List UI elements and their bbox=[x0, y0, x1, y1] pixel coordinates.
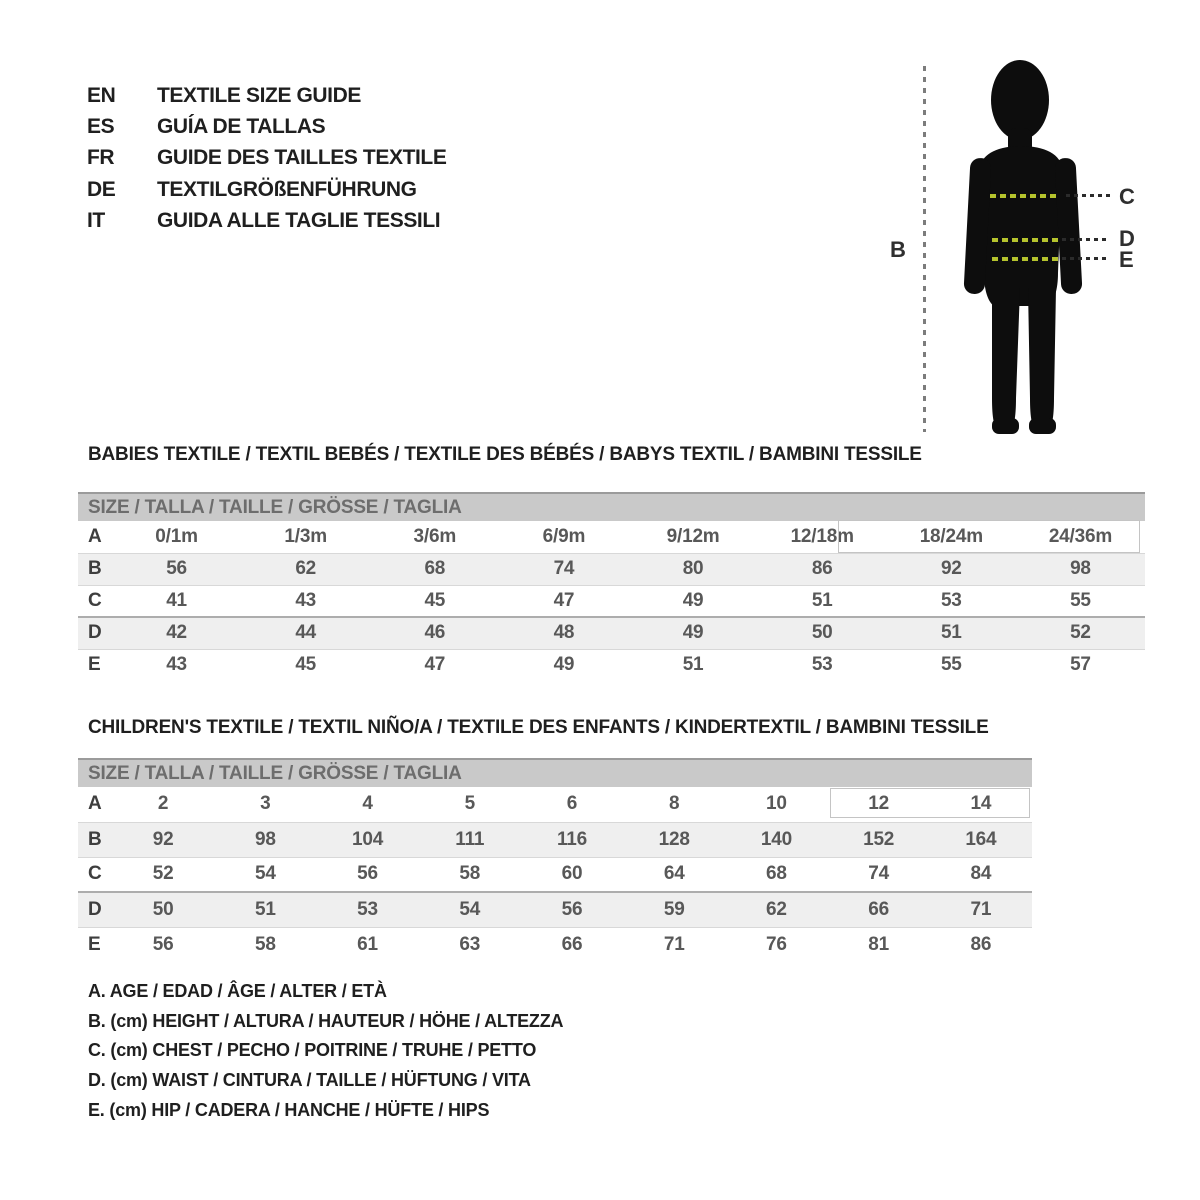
size-cell: 51 bbox=[940, 622, 962, 644]
silhouette-left-leg bbox=[992, 288, 1020, 432]
size-cell: 62 bbox=[295, 558, 317, 579]
size-cell: 43 bbox=[166, 654, 187, 676]
language-row bbox=[87, 111, 446, 142]
children-size-highlight-box bbox=[830, 788, 1030, 818]
size-cell: 62 bbox=[766, 898, 787, 920]
legend-line-waist: D. (cm) WAIST / CINTURA / TAILLE / HÜFTUNG / VITA bbox=[88, 1070, 531, 1091]
size-cell: 92 bbox=[152, 828, 174, 850]
size-cell: 71 bbox=[663, 933, 685, 955]
size-cell: 57 bbox=[1070, 654, 1091, 676]
height-measure-label: B bbox=[890, 237, 906, 262]
row-label: D bbox=[88, 622, 102, 644]
size-cell: 53 bbox=[811, 654, 833, 676]
babies-size-highlight-box bbox=[838, 520, 1140, 553]
size-cell: 74 bbox=[553, 558, 575, 579]
size-cell: 53 bbox=[940, 589, 962, 611]
row-label: D bbox=[88, 898, 102, 920]
size-cell: 86 bbox=[970, 933, 992, 955]
size-cell: 128 bbox=[658, 828, 690, 850]
size-cell: 58 bbox=[459, 863, 481, 885]
size-cell: 74 bbox=[868, 863, 889, 885]
table-row bbox=[78, 617, 1145, 649]
height-measure-dashed-line bbox=[923, 66, 926, 432]
language-title: GUIDE DES TAILLES TEXTILE bbox=[157, 146, 447, 170]
size-cell: 6/9m bbox=[542, 525, 586, 547]
size-cell: 104 bbox=[351, 828, 384, 850]
language-row bbox=[87, 206, 446, 237]
size-cell: 43 bbox=[295, 589, 317, 611]
size-cell: 50 bbox=[811, 622, 833, 644]
size-cell: 66 bbox=[561, 933, 583, 955]
size-cell: 92 bbox=[940, 558, 962, 579]
size-cell: 8 bbox=[669, 793, 680, 815]
size-cell: 9/12m bbox=[666, 525, 720, 547]
size-cell: 53 bbox=[357, 898, 378, 920]
size-cell: 56 bbox=[166, 558, 187, 579]
table-row bbox=[78, 553, 1145, 585]
size-cell: 3/6m bbox=[413, 525, 457, 547]
size-cell: 52 bbox=[152, 863, 174, 885]
legend-line-chest: C. (cm) CHEST / PECHO / POITRINE / TRUHE / PETTO bbox=[88, 1040, 537, 1061]
size-cell: 59 bbox=[663, 898, 685, 920]
size-cell: 111 bbox=[455, 828, 485, 850]
size-cell: 61 bbox=[357, 933, 378, 955]
language-row bbox=[87, 80, 446, 111]
babies-table-header: SIZE / TALLA / TAILLE / GRÖSSE / TAGLIA bbox=[78, 492, 1145, 521]
waist-measure-label: D bbox=[1119, 226, 1135, 251]
size-cell: 47 bbox=[553, 589, 575, 611]
size-cell: 98 bbox=[1070, 558, 1091, 579]
legend-line-height: B. (cm) HEIGHT / ALTURA / HAUTEUR / HÖHE / ALTEZZA bbox=[88, 1010, 564, 1031]
language-row bbox=[87, 143, 446, 174]
table-row bbox=[78, 822, 1032, 857]
size-cell: 49 bbox=[682, 589, 704, 611]
legend-line-hip: E. (cm) HIP / CADERA / HANCHE / HÜFTE / HIPS bbox=[88, 1099, 490, 1120]
row-label: E bbox=[88, 654, 101, 676]
size-cell: 56 bbox=[561, 898, 583, 920]
children-section-title: CHILDREN'S TEXTILE / TEXTIL NIÑO/A / TEXTILE DES ENFANTS / KINDERTEXTIL / BAMBINI TESSILE bbox=[88, 717, 989, 738]
silhouette-left-foot bbox=[992, 418, 1019, 434]
silhouette-right-arm bbox=[1054, 158, 1082, 295]
silhouette-torso bbox=[980, 146, 1062, 306]
children-table-header: SIZE / TALLA / TAILLE / GRÖSSE / TAGLIA bbox=[78, 758, 1032, 787]
row-label: C bbox=[88, 863, 102, 885]
size-cell: 48 bbox=[553, 622, 575, 644]
size-cell: 63 bbox=[459, 933, 481, 955]
size-cell: 140 bbox=[760, 828, 792, 850]
child-silhouette bbox=[958, 58, 1088, 438]
size-cell: 12 bbox=[868, 793, 889, 815]
size-cell: 76 bbox=[766, 933, 787, 955]
size-cell: 12/18m bbox=[790, 525, 854, 547]
size-cell: 2 bbox=[157, 793, 169, 815]
size-cell: 51 bbox=[254, 898, 276, 920]
row-label: A bbox=[88, 525, 102, 547]
size-cell: 50 bbox=[152, 898, 174, 920]
hip-measure-label: E bbox=[1119, 247, 1134, 272]
size-cell: 45 bbox=[295, 654, 317, 676]
size-cell: 45 bbox=[424, 589, 446, 611]
size-cell: 60 bbox=[561, 863, 583, 885]
size-cell: 80 bbox=[682, 558, 704, 579]
table-row bbox=[78, 927, 1032, 962]
size-cell: 98 bbox=[254, 828, 276, 850]
chest-measure-label: C bbox=[1119, 184, 1135, 209]
language-title: TEXTILE SIZE GUIDE bbox=[157, 83, 361, 107]
waist-leader-dotted-line bbox=[1062, 238, 1110, 241]
size-cell: 68 bbox=[766, 863, 787, 885]
size-cell: 116 bbox=[556, 828, 588, 850]
hip-leader-dotted-line bbox=[1062, 257, 1110, 260]
size-cell: 4 bbox=[362, 793, 373, 815]
language-row bbox=[87, 174, 446, 205]
size-cell: 49 bbox=[553, 654, 575, 676]
size-cell: 164 bbox=[965, 828, 997, 850]
size-cell: 14 bbox=[970, 793, 992, 815]
language-code: ES bbox=[87, 115, 115, 139]
row-label: E bbox=[88, 933, 101, 955]
chest-measure-dashed-line bbox=[990, 194, 1058, 198]
table-row bbox=[78, 892, 1032, 927]
row-label: B bbox=[88, 828, 102, 850]
size-cell: 6 bbox=[566, 793, 578, 815]
language-title: TEXTILGRÖßENFÜHRUNG bbox=[157, 177, 417, 201]
size-cell: 0/1m bbox=[155, 525, 198, 547]
size-cell: 56 bbox=[357, 863, 378, 885]
size-cell: 55 bbox=[940, 654, 962, 676]
size-cell: 56 bbox=[152, 933, 174, 955]
table-row bbox=[78, 585, 1145, 617]
size-cell: 84 bbox=[970, 863, 992, 885]
row-label: C bbox=[88, 589, 102, 611]
size-cell: 1/3m bbox=[284, 525, 327, 547]
size-cell: 18/24m bbox=[919, 525, 983, 547]
legend-line-age: A. AGE / EDAD / ÂGE / ALTER / ETÀ bbox=[88, 981, 387, 1002]
size-cell: 152 bbox=[863, 828, 895, 850]
size-cell: 10 bbox=[766, 793, 787, 815]
size-cell: 24/36m bbox=[1048, 525, 1113, 547]
size-cell: 5 bbox=[464, 793, 475, 815]
size-cell: 46 bbox=[424, 622, 446, 644]
measurement-legend bbox=[88, 977, 563, 1125]
language-code: DE bbox=[87, 177, 116, 201]
size-cell: 66 bbox=[868, 898, 889, 920]
table-row bbox=[78, 649, 1145, 681]
size-cell: 41 bbox=[166, 589, 187, 611]
silhouette-right-leg bbox=[1028, 288, 1056, 432]
size-cell: 49 bbox=[682, 622, 704, 644]
language-title-list bbox=[87, 80, 446, 237]
size-cell: 54 bbox=[459, 898, 481, 920]
size-cell: 71 bbox=[970, 898, 992, 920]
waist-measure-dashed-line bbox=[992, 238, 1058, 242]
size-cell: 51 bbox=[682, 654, 704, 676]
language-code: FR bbox=[87, 146, 115, 170]
size-cell: 3 bbox=[260, 793, 271, 815]
table-row bbox=[78, 857, 1032, 892]
babies-section-title: BABIES TEXTILE / TEXTIL BEBÉS / TEXTILE DES BÉBÉS / BABYS TEXTIL / BAMBINI TESSILE bbox=[88, 444, 922, 465]
language-title: GUIDA ALLE TAGLIE TESSILI bbox=[157, 209, 441, 233]
size-cell: 54 bbox=[254, 863, 276, 885]
size-cell: 58 bbox=[254, 933, 276, 955]
size-cell: 81 bbox=[868, 933, 889, 955]
row-label: B bbox=[88, 558, 102, 579]
chest-leader-dotted-line bbox=[1066, 194, 1110, 197]
silhouette-right-foot bbox=[1029, 418, 1056, 434]
size-cell: 86 bbox=[811, 558, 833, 579]
size-cell: 68 bbox=[424, 558, 446, 579]
size-cell: 47 bbox=[424, 654, 446, 676]
row-label: A bbox=[88, 793, 102, 815]
language-code: EN bbox=[87, 83, 116, 107]
size-cell: 52 bbox=[1070, 622, 1091, 644]
size-cell: 55 bbox=[1070, 589, 1091, 611]
size-cell: 42 bbox=[166, 622, 187, 644]
size-cell: 51 bbox=[811, 589, 833, 611]
size-cell: 44 bbox=[295, 622, 317, 644]
language-code: IT bbox=[87, 209, 105, 233]
size-cell: 64 bbox=[663, 863, 685, 885]
hip-measure-dashed-line bbox=[992, 257, 1058, 261]
language-title: GUÍA DE TALLAS bbox=[157, 115, 326, 139]
